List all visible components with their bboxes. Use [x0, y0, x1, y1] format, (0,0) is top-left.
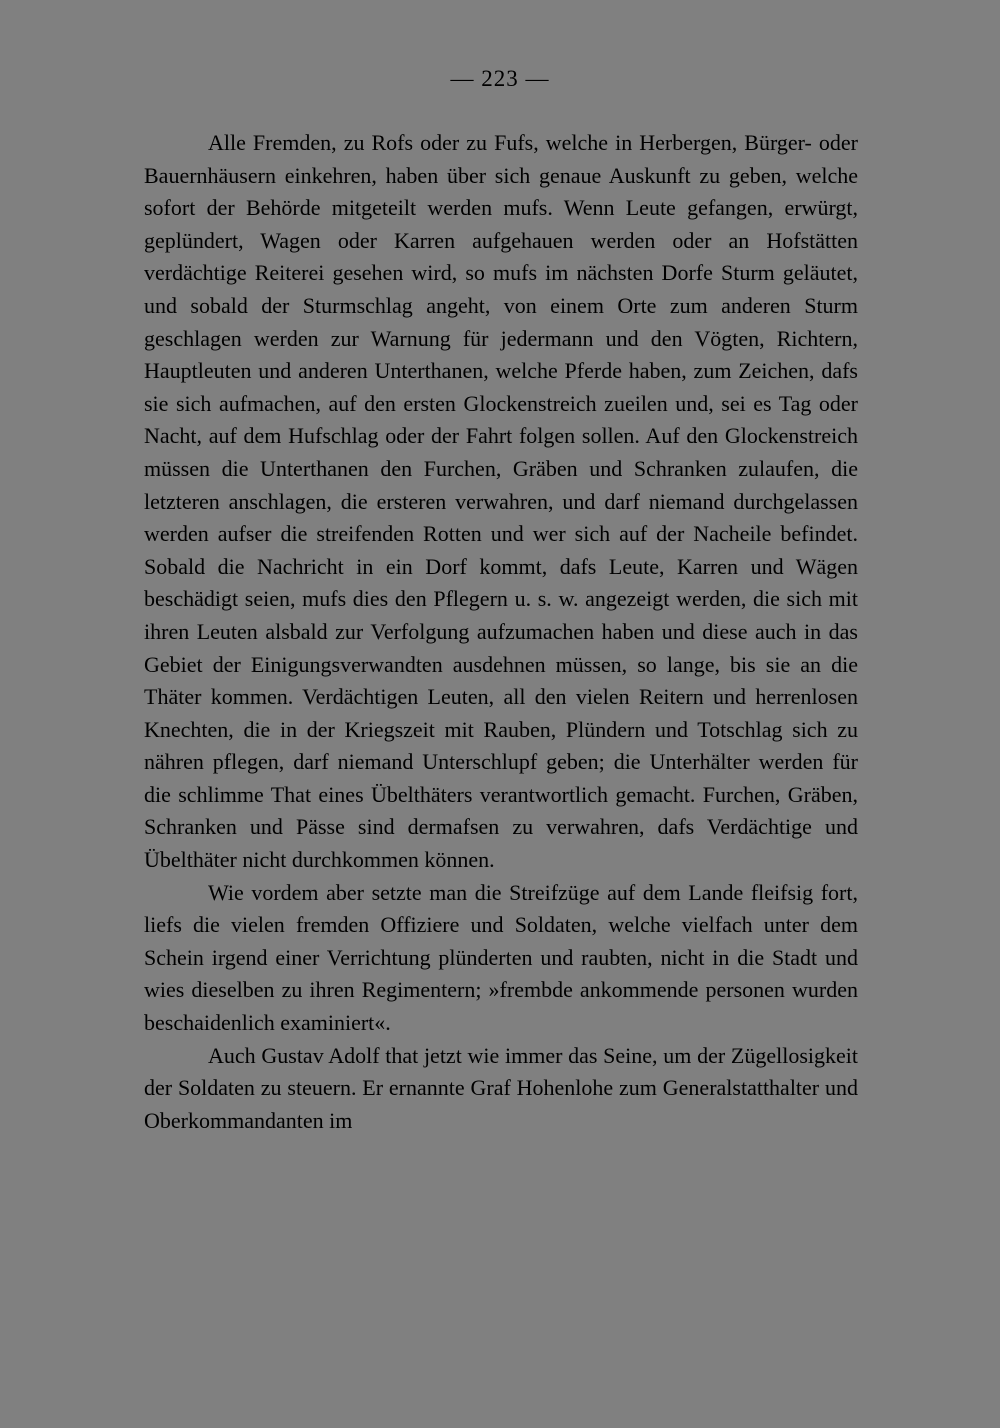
paragraph-1: Alle Fremden, zu Rofs oder zu Fufs, welche in Herbergen, Bürger- oder Bauernhäusern einkehren, haben über sich genaue Auskunft zu geben, welche sofort der Behörde mitgeteilt werden mufs. Wenn Leute gefangen, erwürgt, geplündert, Wagen oder Karren aufgehauen werden oder an Hofstätten verdächtige Reiterei gesehen wird, so mufs im nächsten Dorfe Sturm geläutet, und sobald der Sturmschlag angeht, von einem Orte zum anderen Sturm geschlagen werden zur Warnung für jedermann und den Vögten, Richtern, Hauptleuten und anderen Unterthanen, welche Pferde haben, zum Zeichen, dafs sie sich aufmachen, auf den ersten Glockenstreich zueilen und, sei es Tag oder Nacht, auf dem Hufschlag oder der Fahrt folgen sollen. Auf den Glockenstreich müssen die Unterthanen den Furchen, Gräben und Schranken zulaufen, die letzteren anschlagen, die ersteren verwahren, und darf niemand durchgelassen werden aufser die streifenden Rotten und wer sich auf der Nacheile befindet. Sobald die Nachricht in ein Dorf kommt, dafs Leute, Karren und Wägen beschädigt seien, mufs dies den Pflegern u. s. w. angezeigt werden, die sich mit ihren Leuten alsbald zur Verfolgung aufzumachen haben und diese auch in das Gebiet der Einigungsverwandten ausdehnen müssen, so lange, bis sie an die Thäter kommen. Verdächtigen Leuten, all den vielen Reitern und herrenlosen Knechten, die in der Kriegszeit mit Rauben, Plündern und Totschlag sich zu nähren pflegen, darf niemand Unterschlupf geben; die Unterhälter werden für die schlimme That eines Übelthäters verantwortlich gemacht. Furchen, Gräben, Schranken und Pässe sind dermafsen zu verwahren, dafs Verdächtige und Übelthäter nicht durchkommen können. [144, 130, 858, 873]
body-text [144, 127, 858, 1137]
page-number: — 223 — [450, 66, 550, 91]
paragraph-2: Wie vordem aber setzte man die Streifzüge auf dem Lande fleifsig fort, liefs die vielen fremden Offiziere und Soldaten, welche vielfach unter dem Schein irgend einer Verrichtung plünderten und raubten, nicht in die Stadt und wies dieselben zu ihren Regimentern; »frembde ankommende personen wurden beschaidenlich examiniert«. [144, 879, 858, 1036]
paragraph-3: Auch Gustav Adolf that jetzt wie immer das Seine, um der Zügellosigkeit der Soldaten zu steuern. Er ernannte Graf Hohenlohe zum Generalstatthalter und Oberkommandanten im [144, 1042, 858, 1133]
